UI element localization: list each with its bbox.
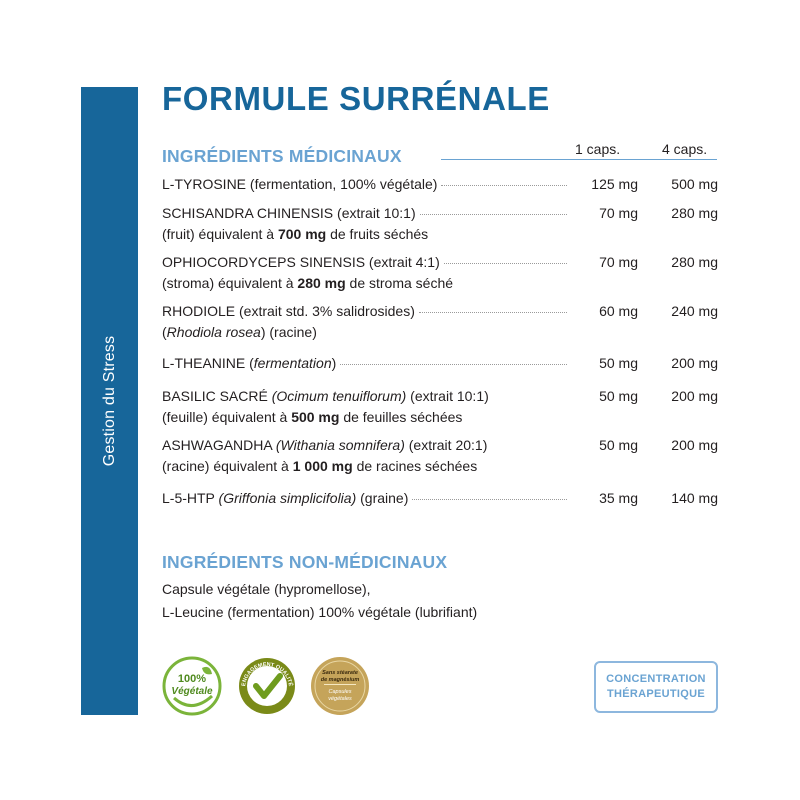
- quality-badge-icon: [237, 656, 297, 716]
- ingredient-name: RHODIOLE (extrait std. 3% salidrosides): [162, 303, 415, 319]
- dose-4-caps: 500 mg: [671, 176, 718, 192]
- leader-dots: [419, 311, 567, 313]
- dose-1-caps: 70 mg: [599, 254, 638, 270]
- category-label: Gestion du Stress: [100, 335, 118, 467]
- dose-4-caps: 200 mg: [671, 388, 718, 404]
- dose-1-caps: 50 mg: [599, 355, 638, 371]
- dose-1-caps: 70 mg: [599, 205, 638, 221]
- no-stearate-badge-icon: [310, 656, 370, 716]
- leader-dots: [340, 363, 567, 365]
- product-title: FORMULE SURRÉNALE: [162, 80, 550, 117]
- svg-text:Sans stéarate: Sans stéarate: [322, 670, 358, 676]
- ingredient-row: [162, 174, 718, 195]
- ingredient-detail: (feuille) équivalent à 500 mg de feuilles séchées: [162, 409, 463, 425]
- dose-1-caps: 125 mg: [591, 176, 638, 192]
- vegetale-badge-icon: [162, 656, 222, 716]
- col-1-caps: 1 caps.: [575, 141, 621, 157]
- therapeutic-concentration-badge: [594, 661, 718, 713]
- dose-4-caps: 280 mg: [671, 254, 718, 270]
- svg-text:de magnésium: de magnésium: [320, 677, 360, 683]
- ingredient-name: SCHISANDRA CHINENSIS (extrait 10:1): [162, 205, 416, 221]
- svg-text:végétales: végétales: [328, 696, 352, 702]
- ingredient-detail: (stroma) équivalent à 280 mg de stroma séché: [162, 275, 454, 291]
- ingredient-row: [162, 386, 718, 428]
- ingredient-name: ASHWAGANDHA (Withania somnifera) (extrait 20:1): [162, 437, 488, 453]
- ingredient-name: L-THEANINE (fermentation): [162, 355, 337, 371]
- ingredient-row: [162, 488, 718, 509]
- ingredient-row: [162, 353, 718, 374]
- ingredient-detail: (fruit) équivalent à 700 mg de fruits séchés: [162, 226, 429, 242]
- svg-text:100%: 100%: [177, 673, 207, 685]
- ingredient-row: [162, 435, 718, 477]
- non-medicinal-text: Capsule végétale (hypromellose), L-Leucine (fermentation) 100% végétale (lubrifiant): [162, 581, 478, 620]
- leader-dots: [412, 498, 567, 500]
- ingredient-detail: (racine) équivalent à 1 000 mg de racines séchées: [162, 458, 478, 474]
- svg-text:Végétale: Végétale: [171, 686, 213, 697]
- ingredient-detail: (Rhodiola rosea) (racine): [162, 324, 317, 340]
- header-rule: [441, 159, 717, 160]
- ingredient-row: [162, 252, 718, 294]
- dose-1-caps: 50 mg: [599, 388, 638, 404]
- dose-1-caps: 60 mg: [599, 303, 638, 319]
- dose-4-caps: 280 mg: [671, 205, 718, 221]
- ingredient-name: OPHIOCORDYCEPS SINENSIS (extrait 4:1): [162, 254, 440, 270]
- leader-dots: [444, 262, 567, 264]
- ingredient-row: [162, 301, 718, 343]
- ingredient-name: L-5-HTP (Griffonia simplicifolia) (graine): [162, 490, 409, 506]
- concentration-line-1: CONCENTRATION: [606, 673, 706, 685]
- dose-4-caps: 200 mg: [671, 355, 718, 371]
- col-4-caps: 4 caps.: [662, 141, 708, 157]
- concentration-line-2: THÉRAPEUTIQUE: [606, 688, 706, 700]
- side-category-bar: [81, 87, 138, 715]
- dose-1-caps: 50 mg: [599, 437, 638, 453]
- svg-text:ENGAGEMENT QUALITÉ: ENGAGEMENT QUALITÉ: [241, 661, 293, 687]
- dose-1-caps: 35 mg: [599, 490, 638, 506]
- svg-text:Capsules: Capsules: [328, 689, 352, 695]
- dose-4-caps: 240 mg: [671, 303, 718, 319]
- leader-dots: [420, 213, 567, 215]
- non-medicinal-heading: INGRÉDIENTS NON-MÉDICINAUX: [162, 552, 448, 572]
- medicinal-heading: INGRÉDIENTS MÉDICINAUX: [162, 146, 402, 166]
- dose-4-caps: 140 mg: [671, 490, 718, 506]
- dose-4-caps: 200 mg: [671, 437, 718, 453]
- ingredient-name: BASILIC SACRÉ (Ocimum tenuiflorum) (extrait 10:1): [162, 388, 489, 404]
- ingredient-name: L-TYROSINE (fermentation, 100% végétale): [162, 176, 438, 192]
- ingredient-row: [162, 203, 718, 245]
- leader-dots: [441, 184, 567, 186]
